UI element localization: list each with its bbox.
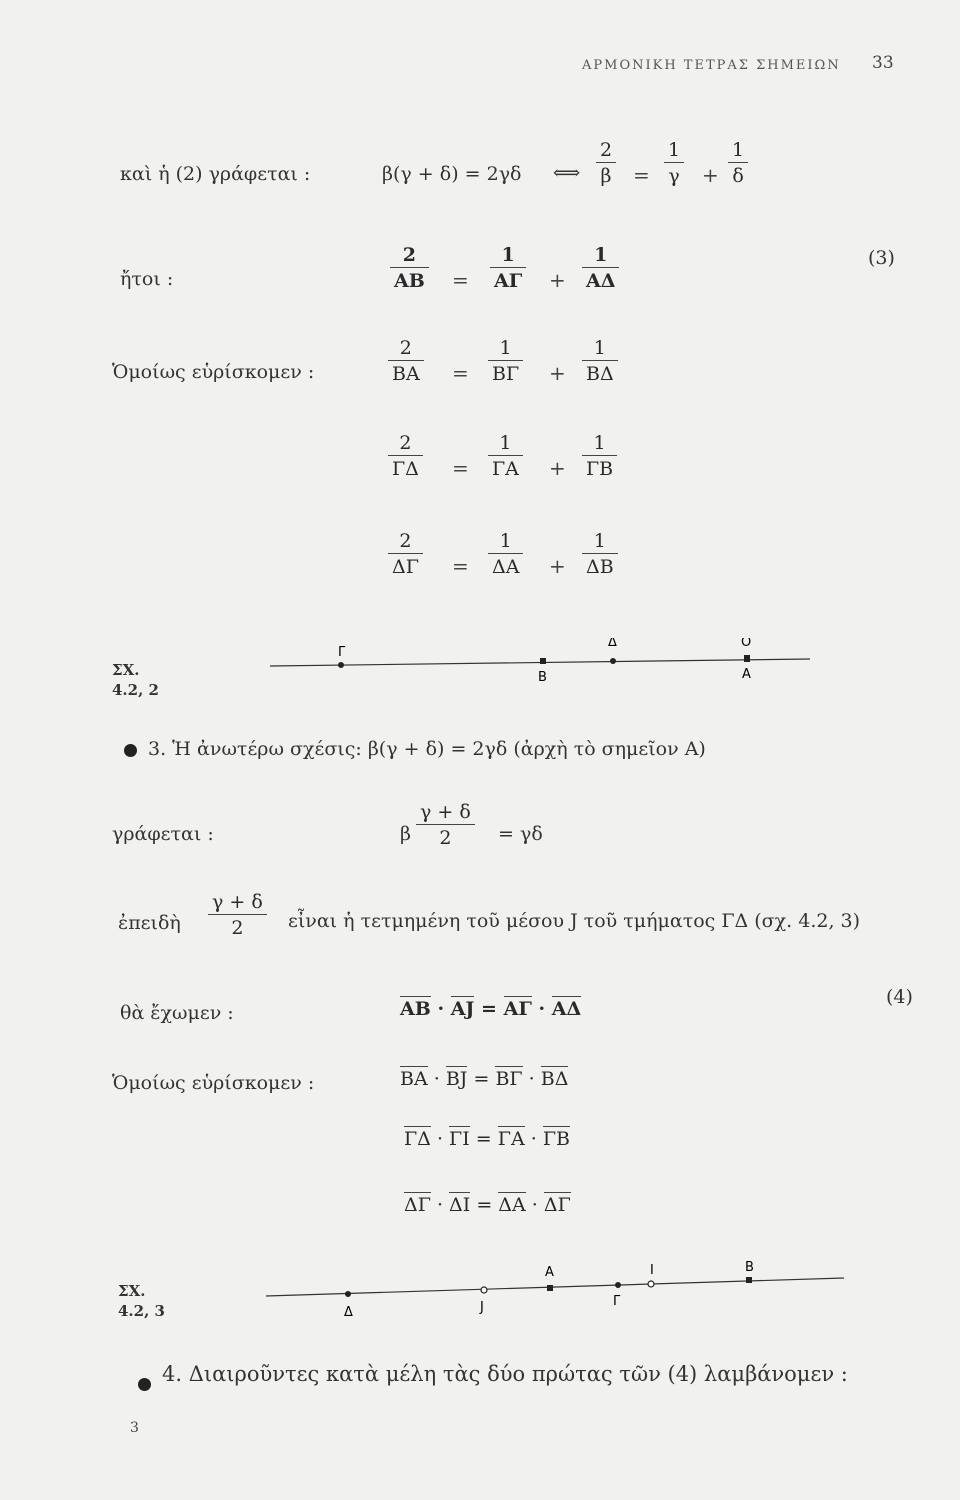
segment: ΓΔ — [404, 1128, 431, 1150]
dot-operator: · — [528, 1068, 535, 1090]
main-equation: β(γ + δ) = 2γδ — [382, 163, 522, 185]
fraction-denominator: ΑΔ — [582, 267, 619, 294]
figure1-caption — [112, 660, 159, 700]
rhs-gamma-delta: = γδ — [498, 823, 543, 845]
segment: ΓΒ — [542, 1128, 570, 1150]
half-sum-fraction — [416, 800, 475, 851]
dot-operator: · — [437, 998, 445, 1020]
equation-tag-3: (3) — [868, 247, 895, 269]
intro-label: καὶ ἡ (2) γράφεται : — [120, 163, 311, 185]
point-gamma — [615, 1282, 621, 1288]
plus-sign: + — [549, 456, 566, 480]
segment: ΒΔ — [540, 1068, 569, 1090]
label-j: J — [480, 1300, 484, 1315]
equals-sign: = — [476, 1194, 493, 1216]
label-beta: Β — [538, 670, 547, 685]
equals-sign: = — [633, 163, 650, 187]
eq3-fraction-1 — [390, 243, 429, 294]
point-beta — [746, 1277, 752, 1283]
fraction-numerator: 1 — [499, 337, 512, 359]
equals-sign: = — [475, 1128, 492, 1150]
point-j — [481, 1287, 487, 1293]
fraction-numerator: 1 — [594, 244, 608, 266]
figure2-caption-line2: 4.2, 3 — [118, 1302, 165, 1320]
plus-sign: + — [549, 554, 566, 578]
equals-sign: = — [452, 268, 469, 292]
fraction-numerator: γ + δ — [420, 801, 471, 823]
similar1-row1-frac1 — [388, 336, 424, 387]
fraction-denominator: 2 — [416, 824, 475, 851]
fraction-denominator: ΓΑ — [488, 455, 523, 482]
similar1-row2-frac3 — [582, 431, 617, 482]
fraction-numerator: 1 — [499, 530, 512, 552]
segment: ΓΑ — [497, 1128, 525, 1150]
dot-operator: · — [436, 1194, 443, 1216]
label-alpha: Α — [545, 1265, 554, 1280]
figure1-caption-line1: ΣΧ. — [112, 661, 140, 679]
fraction-numerator: 1 — [593, 432, 606, 454]
point-delta — [345, 1291, 351, 1297]
signature-mark: 3 — [130, 1420, 139, 1436]
since-word: ἐπειδὴ — [118, 912, 181, 934]
segment: ΑΔ — [551, 998, 582, 1020]
fraction-denominator: ΑΓ — [490, 267, 526, 294]
fraction-numerator: γ + δ — [212, 891, 263, 913]
fraction-2-over-beta — [596, 138, 616, 189]
point-gamma — [338, 662, 344, 668]
label-i: Ι — [650, 1263, 654, 1278]
segment: ΑΒ — [400, 998, 431, 1020]
segment: ΒΑ — [400, 1068, 428, 1090]
similar1-row2-frac2 — [488, 431, 523, 482]
plus-sign: + — [702, 163, 719, 187]
since-fraction — [208, 890, 267, 941]
segment: ΑΓ — [503, 998, 532, 1020]
equals-sign: = — [452, 361, 469, 385]
beta-coefficient: β — [400, 823, 411, 845]
similar1-row3-frac3 — [582, 529, 618, 580]
dot-operator: · — [436, 1128, 443, 1150]
fraction-1-over-gamma — [664, 138, 684, 189]
bullet-icon — [124, 744, 137, 757]
figure2-number-line — [266, 1260, 856, 1324]
dot-operator: · — [530, 1128, 537, 1150]
page-number: 33 — [872, 53, 894, 73]
similar1-label: Ὁμοίως εὑρίσκομεν : — [112, 361, 315, 383]
running-title: ΑΡΜΟΝΙΚΗ ΤΕΤΡΑΣ ΣΗΜΕΙΩΝ — [582, 58, 841, 73]
fraction-denominator: ΒΓ — [488, 360, 523, 387]
figure2-caption-line1: ΣΧ. — [118, 1282, 146, 1300]
point-origin — [744, 655, 750, 662]
label-gamma: Γ — [613, 1294, 621, 1309]
bullet-icon — [138, 1378, 151, 1391]
number-line-axis — [266, 1278, 844, 1296]
dot-operator: · — [531, 1194, 538, 1216]
eq4-equation — [400, 998, 581, 1020]
dot-operator: · — [433, 1068, 440, 1090]
eq3-fraction-2 — [490, 243, 526, 294]
fraction-denominator: 2 — [208, 914, 267, 941]
fraction-numerator: 1 — [499, 432, 512, 454]
segment: ΒJ — [445, 1068, 468, 1090]
similar1-row3-frac1 — [388, 529, 423, 580]
figure1-caption-line2: 4.2, 2 — [112, 681, 159, 699]
since-rest: εἶναι ἡ τετμημένη τοῦ μέσου J τοῦ τμήματος ΓΔ (σχ. 4.2, 3) — [288, 910, 861, 932]
fraction-denominator: ΒΔ — [582, 360, 618, 387]
fraction-numerator: 1 — [668, 139, 681, 161]
point-delta — [610, 658, 616, 664]
similar2-row3 — [404, 1194, 571, 1216]
fraction-1-over-delta — [728, 138, 748, 189]
segment: ΔΓ — [543, 1194, 571, 1216]
fraction-denominator: ΒΑ — [388, 360, 424, 387]
fraction-denominator: ΔΒ — [582, 553, 618, 580]
fraction-denominator: ΔΓ — [388, 553, 423, 580]
fraction-denominator: ΔΑ — [488, 553, 523, 580]
segment: ΑJ — [450, 998, 475, 1020]
paragraph-4-text: 4. Διαιροῦντες κατὰ μέλη τὰς δύο πρώτας τῶν (4) λαμβάνομεν : — [162, 1362, 848, 1386]
similar2-row2 — [404, 1128, 570, 1150]
label-delta: Δ — [344, 1305, 353, 1320]
equals-sign: = — [473, 1068, 490, 1090]
equals-sign: = — [452, 456, 469, 480]
eq4-label: θὰ ἔχωμεν : — [120, 1002, 234, 1024]
label-gamma: Γ — [338, 645, 346, 660]
similar1-row1-frac2 — [488, 336, 523, 387]
figure2-caption — [118, 1281, 165, 1321]
equation-tag-4: (4) — [886, 986, 913, 1008]
eq3-fraction-3 — [582, 243, 619, 294]
equals-sign: = — [452, 554, 469, 578]
similar2-row1 — [400, 1068, 568, 1090]
point-alpha — [547, 1285, 553, 1291]
fraction-numerator: 1 — [732, 139, 745, 161]
label-alpha: Α — [742, 667, 751, 682]
fraction-denominator: ΓΒ — [582, 455, 617, 482]
writes-label: γράφεται : — [112, 823, 214, 845]
equals-sign: = — [481, 998, 497, 1020]
fraction-denominator: ΑΒ — [390, 267, 429, 294]
paragraph-3-text: 3. Ἡ ἀνωτέρω σχέσις: β(γ + δ) = 2γδ (ἀρχὴ τὸ σημεῖον Α) — [148, 738, 706, 760]
fraction-denominator: β — [596, 162, 616, 189]
fraction-numerator: 1 — [593, 337, 606, 359]
fraction-numerator: 2 — [402, 244, 417, 266]
fraction-numerator: 1 — [593, 530, 606, 552]
fraction-numerator: 1 — [501, 244, 515, 266]
similar2-label: Ὁμοίως εὑρίσκομεν : — [112, 1072, 315, 1094]
label-beta: Β — [745, 1260, 754, 1275]
dot-operator: · — [538, 998, 546, 1020]
segment: ΔΓ — [404, 1194, 431, 1216]
fraction-numerator: 2 — [399, 530, 412, 552]
segment: ΔΙ — [449, 1194, 471, 1216]
segment: ΒΓ — [495, 1068, 523, 1090]
plus-sign: + — [549, 268, 566, 292]
fraction-denominator: γ — [664, 162, 684, 189]
fraction-denominator: δ — [728, 162, 748, 189]
point-i — [648, 1281, 654, 1287]
fraction-denominator: ΓΔ — [388, 455, 423, 482]
plus-sign: + — [549, 361, 566, 385]
similar1-row1-frac3 — [582, 336, 618, 387]
point-beta — [540, 658, 546, 664]
fraction-numerator: 2 — [399, 337, 412, 359]
similar1-row2-frac1 — [388, 431, 423, 482]
fraction-numerator: 2 — [399, 432, 412, 454]
segment: ΓΙ — [449, 1128, 470, 1150]
label-o: Ο — [741, 638, 752, 650]
segment: ΔΑ — [498, 1194, 526, 1216]
fraction-numerator: 2 — [600, 139, 613, 161]
equivalence-arrow: ⟺ — [553, 162, 581, 184]
similar1-row3-frac2 — [488, 529, 523, 580]
label-delta: Δ — [608, 638, 617, 650]
figure1-number-line — [270, 638, 830, 688]
eq3-label: ἤτοι : — [120, 268, 174, 290]
